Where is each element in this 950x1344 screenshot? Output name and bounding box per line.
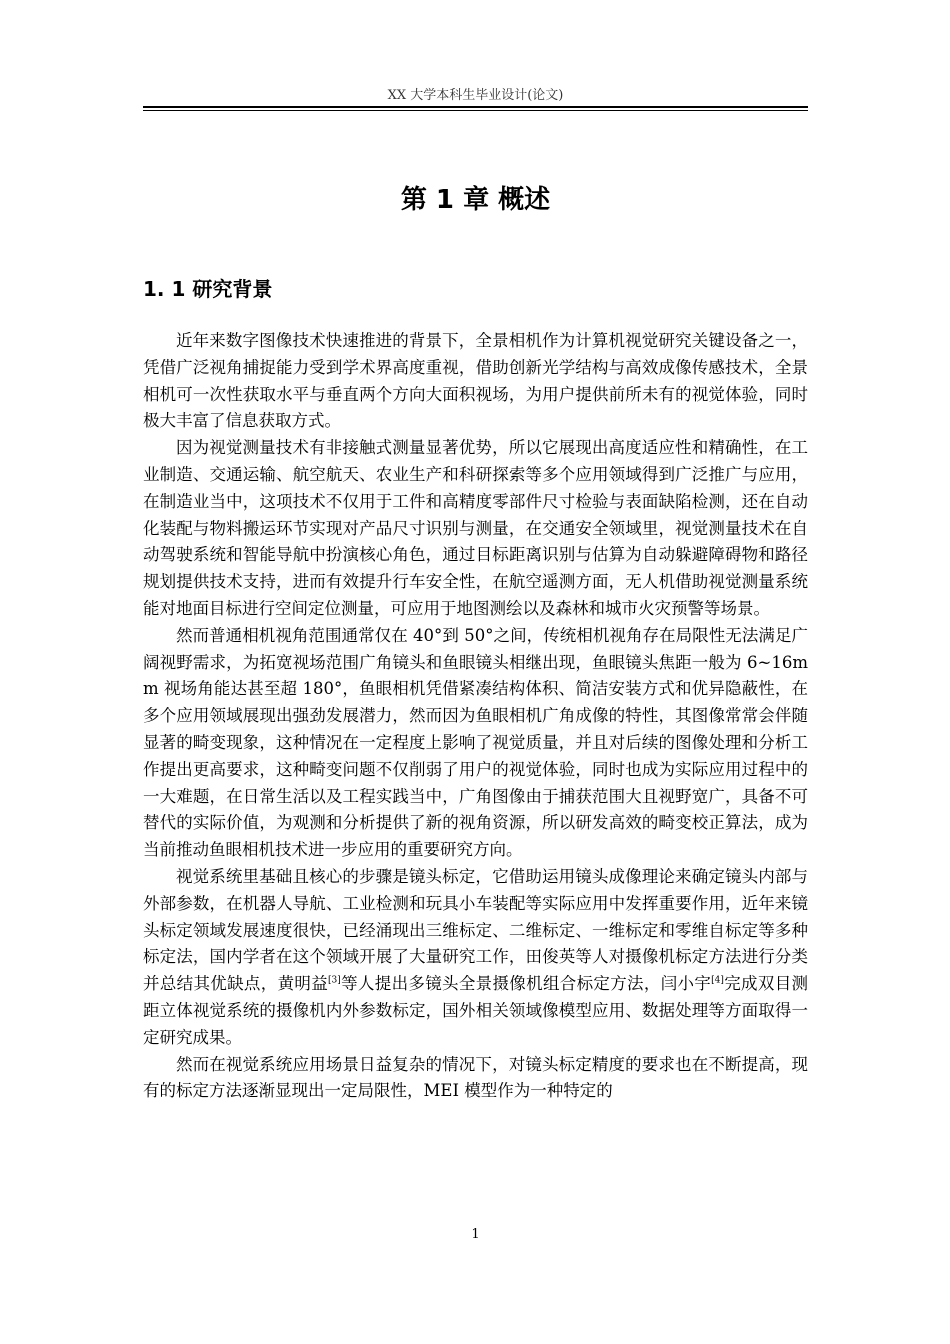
header-rule-thick (143, 106, 808, 108)
paragraph-4-part-1: 视觉系统里基础且核心的步骤是镜头标定，它借助运用镜头成像理论来确定镜头内部与外部参数，在机器人导航、工业检测和玩具小车装配等实际应用中发挥重要作用，近年来镜头标定领域发展速度很快，已经涌现出三维标定、二维标定、一维标定和零维自标定等多种标定法，国内学者在这个领域开展了大量研究工作，田俊英等人对摄像机标定方法进行分类并总结其优缺点，黄明益 (143, 866, 808, 994)
paragraph-4-part-2: 等人提出多镜头全景摄像机组合标定方法，闫小宇 (340, 974, 712, 994)
citation-4[interactable]: [4] (711, 975, 724, 986)
header-rule-thin (143, 110, 808, 111)
running-header: XX 大学本科生毕业设计(论文) (387, 88, 564, 103)
citation-3[interactable]: [3] (328, 975, 341, 986)
paragraph-2: 因为视觉测量技术有非接触式测量显著优势，所以它展现出高度适应性和精确性，在工业制造、交通运输、航空航天、农业生产和科研探索等多个应用领域得到广泛推广与应用，在制造业当中，这项技术不仅用于工件和高精度零部件尺寸检验与表面缺陷检测，还在自动化装配与物料搬运环节实现对产品尺寸识别与测量，在交通安全领域里，视觉测量技术在自动驾驶系统和智能导航中扮演核心角色，通过目标距离识别与估算为自动躲避障碍物和路径规划提供技术支持，进而有效提升行车安全性，在航空遥测方面，无人机借助视觉测量系统能对地面目标进行空间定位测量，可应用于地图测绘以及森林和城市火灾预警等场景。 (143, 438, 808, 618)
paragraph-4-part-3: 完成双目测距立体视觉系统的摄像机内外参数标定，国外相关领域像模型应用、数据处理等方面取得一定研究成果。 (143, 974, 809, 1047)
paragraph-1: 近年来数字图像技术快速推进的背景下，全景相机作为计算机视觉研究关键设备之一，凭借广泛视角捕捉能力受到学术界高度重视，借助创新光学结构与高效成像传感技术，全景相机可一次性获取水平与垂直两个方向大面积视场，为用户提供前所未有的视觉体验，同时极大丰富了信息获取方式。 (143, 331, 808, 431)
paragraph-5: 然而在视觉系统应用场景日益复杂的情况下，对镜头标定精度的要求也在不断提高，现有的标定方法逐渐显现出一定局限性，MEI 模型作为一种特定的 (143, 1054, 808, 1101)
body-text (143, 328, 808, 1105)
section-title: 1. 1 研究背景 (143, 277, 273, 301)
chapter-title: 第 1 章 概述 (400, 185, 551, 215)
page-number: 1 (471, 1227, 480, 1242)
paragraph-4 (143, 864, 808, 1052)
paragraph-3: 然而普通相机视角范围通常仅在 40°到 50°之间，传统相机视角存在局限性无法满足广阔视野需求，为拓宽视场范围广角镜头和鱼眼镜头相继出现，鱼眼镜头焦距一般为 6~16mm 视场角能达甚至超 180°，鱼眼相机凭借紧凑结构体积、简洁安装方式和优异隐蔽性，在多个应用领域展现出强劲发展潜力，然而因为鱼眼相机广角成像的特性，其图像常常会伴随显著的畸变现象，这种情况在一定程度上影响了视觉质量，并且对后续的图像处理和分析工作提出更高要求，这种畸变问题不仅削弱了用户的视觉体验，同时也成为实际应用过程中的一大难题，在日常生活以及工程实践当中，广角图像由于捕获范围大且视野宽广，具备不可替代的实际价值，为观测和分析提供了新的视角资源，所以研发高效的畸变校正算法，成为当前推动鱼眼相机技术进一步应用的重要研究方向。 (143, 625, 808, 860)
